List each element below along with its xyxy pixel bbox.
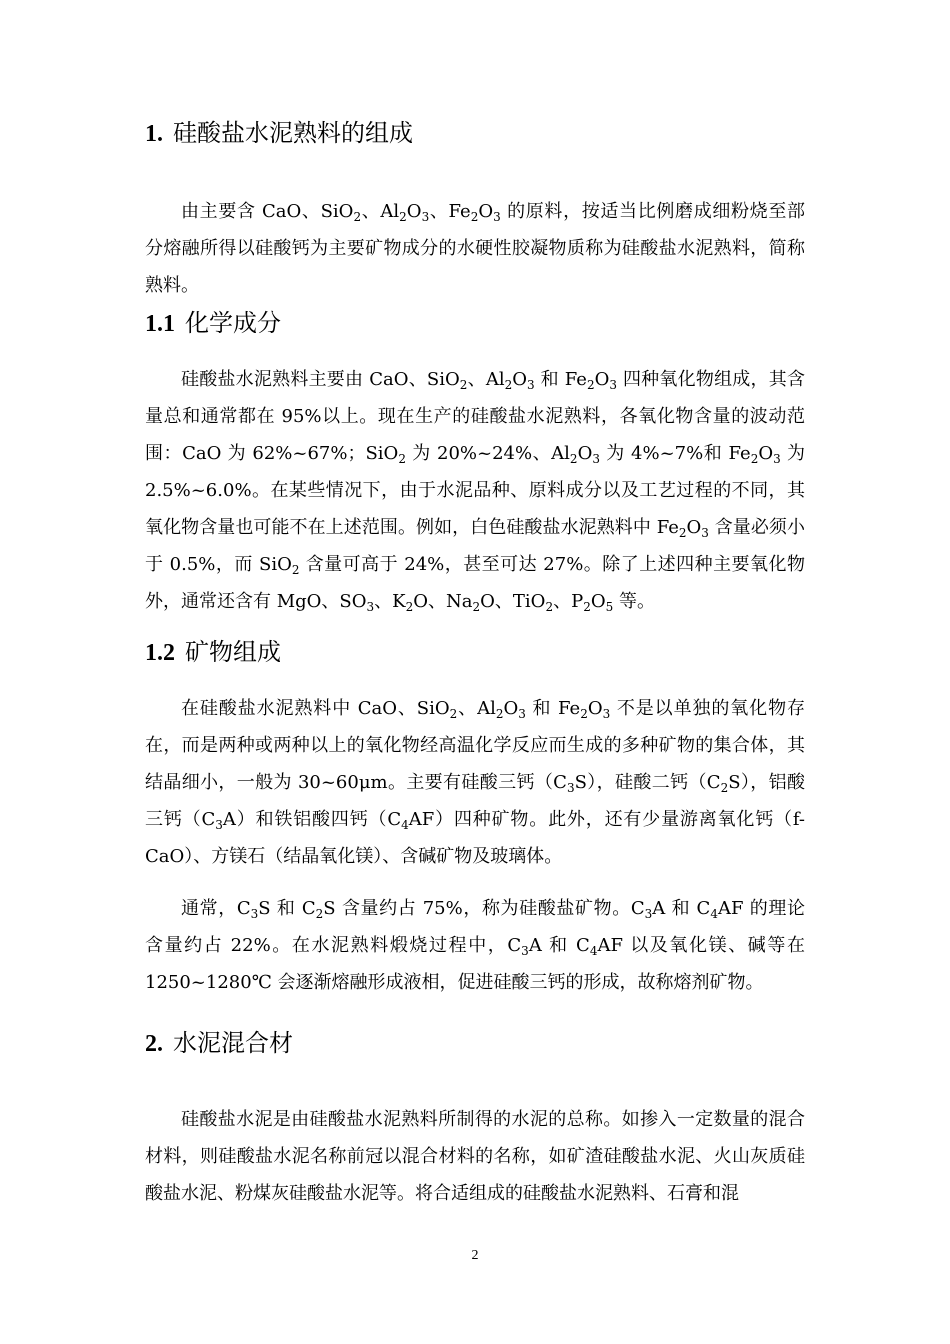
paragraph-mineral-composition: 在硅酸盐水泥熟料中 CaO、SiO$_2$、$Al_2O_3$ 和 $Fe_2O_3$ 不是以单独的氧化物存在，而是两种或两种以上的氧化物经高温化学反应而生成的多种矿物的集合体，其结晶细小，一般为 30~60μm。主要有硅酸三钙$(C_3S)$，硅酸二钙$(C_2S)$，铝酸三钙$(C_3A)$和铁铝酸四钙$(C_4AF)$四种矿物。此外，还有少量游离氧化钙（f-CaO）、方镁石（结晶氧化镁）、含碱矿物及玻璃体。 <box>145 698 805 867</box>
section-title: 矿物组成 <box>185 638 281 666</box>
paragraph-flux-minerals: 通常，$C_3S$ 和 $C_2S$ 含量约占 75%，称为硅酸盐矿物。$C_3A$ 和 $C_4AF$ 的理论含量约占 22%。在水泥熟料煅烧过程中，$C_3A$ 和 $C_4AF$ 以及氧化镁、碱等在 1250~1280℃ 会逐渐熔融形成液相，促进硅酸三钙的形成，故称熔剂矿物。 <box>145 898 806 993</box>
paragraph-chemical-composition: 硅酸盐水泥熟料主要由 CaO、SiO$_2$、$Al_2O_3$ 和 $Fe_2O_3$ 四种氧化物组成，其含量总和通常都在 95%以上。现在生产的硅酸盐水泥熟料，各氧化物含量的波动范围：CaO 为 62%~67%；SiO$_2$ 为 20%~24%、$Al_2O_3$ 为 4%~7%和 $Fe_2O_3$ 为 2.5%~6.0%。在某些情况下，由于水泥品种、原料成分以及工艺过程的不同，其氧化物含量也可能不在上述范围。例如，白色硅酸盐水泥熟料中 $Fe_2O_3$ 含量必须小于 0.5%，而 SiO$_2$ 含量可高于 24%，甚至可达 27%。除了上述四种主要氧化物外，通常还含有 MgO、$SO_3$、$K_2O$、$Na_2O$、TiO$_2$、$P_2O_5$ 等。 <box>145 369 805 614</box>
paragraph-clinker-definition: 由主要含 CaO、SiO$_2$、$Al_2O_3$、$Fe_2O_3$ 的原料，按适当比例磨成细粉烧至部分熔融所得以硅酸钙为主要矿物成分的水硬性胶凝物质称为硅酸盐水泥熟料，简称熟料。 <box>145 201 805 296</box>
paragraph-mixed-materials: 硅酸盐水泥是由硅酸盐水泥熟料所制得的水泥的总称。如掺入一定数量的混合材料，则硅酸盐水泥名称前冠以混合材料的名称，如矿渣硅酸盐水泥、火山灰质硅酸盐水泥、粉煤灰硅酸盐水泥等。将合适组成的硅酸盐水泥熟料、石膏和混 <box>145 1109 805 1204</box>
section-1-2-heading <box>145 637 281 668</box>
section-1-heading <box>145 118 413 149</box>
section-number: 1. <box>145 121 163 147</box>
page-number: 2 <box>471 1248 479 1263</box>
section-number: 2. <box>145 1031 163 1057</box>
section-title: 水泥混合材 <box>173 1029 293 1057</box>
section-1-1-heading <box>145 308 281 339</box>
section-title: 硅酸盐水泥熟料的组成 <box>173 119 413 147</box>
section-title: 化学成分 <box>185 309 281 337</box>
section-number: 1.1 <box>145 311 175 337</box>
section-2-heading <box>145 1028 293 1059</box>
section-number: 1.2 <box>145 640 175 666</box>
